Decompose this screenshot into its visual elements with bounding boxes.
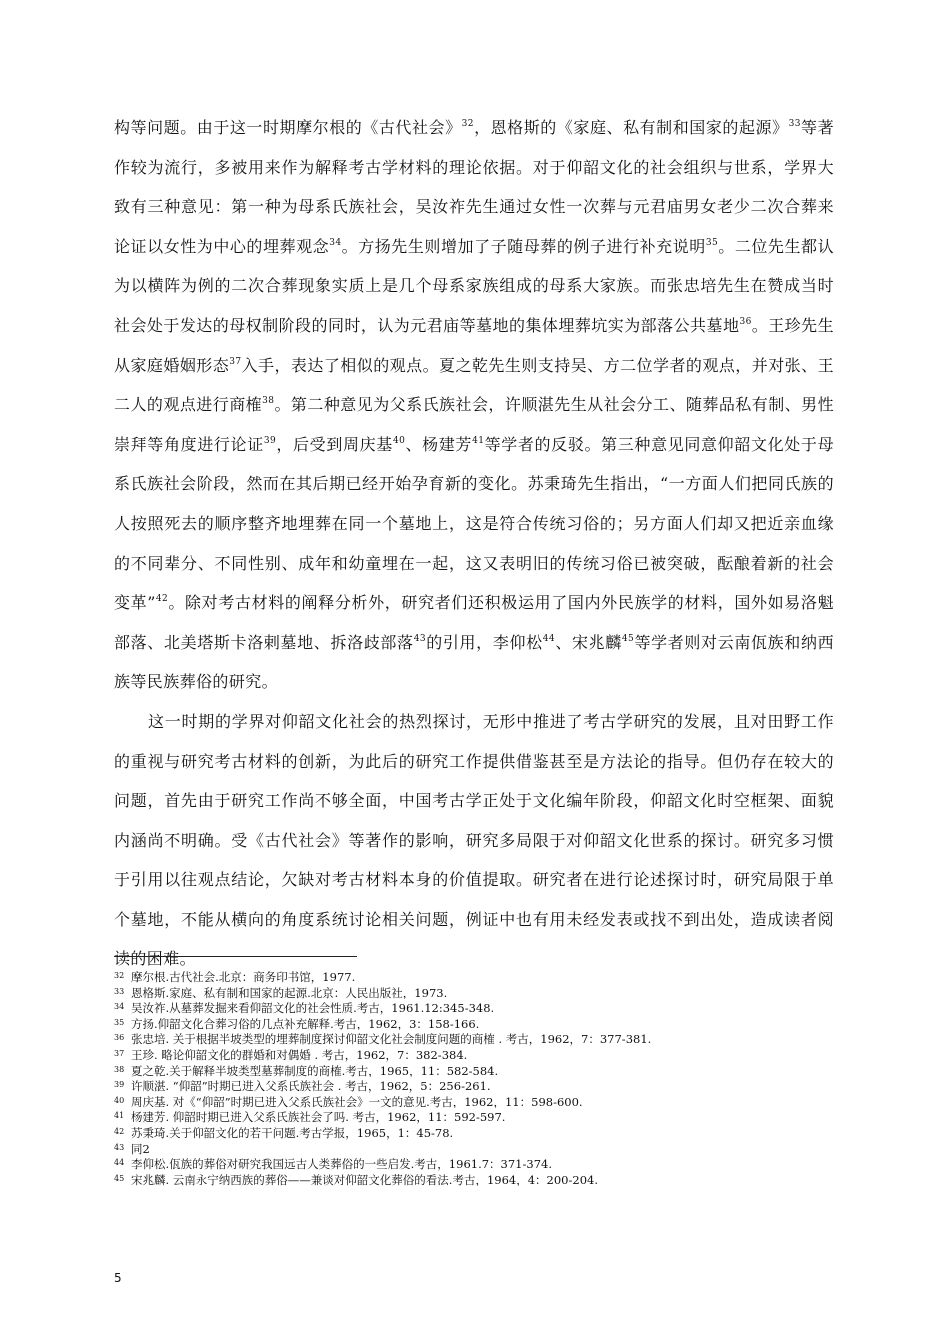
footnote-text: 方扬.仰韶文化合葬习俗的几点补充解释.考古，1962，3：158-166. — [131, 1016, 480, 1031]
footnote-number: 34 — [114, 1002, 125, 1012]
footnote-text: 宋兆麟. 云南永宁纳西族的葬俗——兼谈对仰韶文化葬俗的看法.考古，1964，4：200-204. — [131, 1172, 598, 1187]
footnote-text: 苏秉琦.关于仰韶文化的若干问题.考古学报，1965，1：45-78. — [131, 1125, 454, 1140]
footnote — [114, 1030, 834, 1046]
footnote-text: 恩格斯.家庭、私有制和国家的起源.北京：人民出版社，1973. — [131, 985, 448, 1000]
footnote-text: 夏之乾.关于解释半坡类型墓葬制度的商榷.考古，1965，11：582-584. — [131, 1063, 499, 1078]
footnote — [114, 984, 834, 1000]
text-run: 。第二种意见为父系氏族社会，许顺湛先生从社会分工、随葬品私有制、男性崇拜等角度进行论证 — [114, 395, 834, 454]
footnote — [114, 1046, 834, 1062]
text-run: ，后受到周庆基 — [276, 434, 393, 454]
paragraph-2: 这一时期的学界对仰韶文化社会的热烈探讨，无形中推进了考古学研究的发展，且对田野工作的重视与研究考古材料的创新，为此后的研究工作提供借鉴甚至是方法论的指导。但仍存在较大的问题，首先由于研究工作尚不够全面，中国考古学正处于文化编年阶段，仰韶文化时空框架、面貌内涵尚不明确。受《古代社会》等著作的影响，研究多局限于对仰韶文化世系的探讨。研究多习惯于引用以往观点结论，欠缺对考古材料本身的价值提取。研究者在进行论述探讨时，研究局限于单个墓地，不能从横向的角度系统讨论相关问题，例证中也有用未经发表或找不到出处，造成读者阅读的困难。 — [114, 711, 834, 969]
footnote — [114, 1140, 834, 1156]
footnote-number: 43 — [114, 1142, 125, 1152]
text-run: 等著作较为流行，多被用来作为解释考古学材料的理论依据。对于仰韶文化的社会组织与世系，学界大致有三种意见：第一种为母系氏族社会，吴汝祚先生通过女性一次葬与元君庙男女老少二次合葬来论证以女性为中心的埋葬观念 — [114, 118, 835, 256]
footnote — [114, 1093, 834, 1109]
footnote — [114, 1015, 834, 1031]
text-run: 。方扬先生则增加了子随母葬的例子进行补充说明 — [341, 236, 706, 256]
footnote-ref: 33 — [788, 119, 801, 129]
paragraph-1 — [114, 108, 834, 702]
footnote-ref: 35 — [705, 237, 719, 248]
footnote-number: 41 — [114, 1111, 125, 1121]
text-run: 。除对考古材料的阐释分析外，研究者们还积极运用了国内外民族学的材料，国外如易洛魁部落、北美塔斯卡洛剌墓地、拆洛歧部落 — [114, 593, 834, 652]
footnote-ref: 37 — [229, 356, 242, 367]
text-run: 、宋兆麟 — [555, 632, 622, 652]
footnote-ref: 34 — [329, 237, 342, 248]
footnote-text: 许顺湛. “仰韶”时期已进入父系氏族社会 . 考古，1962，5：256-261. — [131, 1079, 491, 1093]
footnote-number: 36 — [114, 1033, 125, 1043]
footnote — [114, 1171, 834, 1187]
footnote-ref: 44 — [542, 633, 556, 644]
footnote-text: 张忠培. 关于根据半坡类型的埋葬制度探讨仰韶文化社会制度问题的商榷 . 考古，1962，7：377-381. — [131, 1032, 652, 1046]
footnote-ref: 41 — [472, 435, 485, 446]
text-run: 。王珍先生从家庭婚姻形态 — [114, 315, 834, 375]
footnote — [114, 1108, 834, 1124]
footnote-number: 45 — [114, 1173, 125, 1183]
footnote-ref: 38 — [262, 396, 275, 407]
footnote-text: 周庆基. 对《“仰韶”时期已进入父系氏族社会》一文的意见.考古，1962，11：598-600. — [131, 1094, 583, 1109]
footnote-number: 32 — [114, 971, 125, 980]
footnote-text: 李仰松.佤族的葬俗对研究我国远古人类葬俗的一些启发.考古，1961.7：371-374. — [131, 1157, 552, 1171]
text-run: 入手，表达了相似的观点。夏之乾先生则支持吴、方二位学者的观点，并对张、王二人的观点进行商榷 — [114, 355, 834, 415]
text-run: ，恩格斯的《家庭、私有制和国家的起源》 — [473, 118, 789, 137]
text-run: 等学者则对云南佤族和纳西族等民族葬俗的研究。 — [114, 632, 834, 692]
footnote-list — [114, 968, 834, 1186]
footnote-number: 40 — [114, 1095, 125, 1105]
footnote-text: 王珍. 略论仰韶文化的群婚和对偶婚 . 考古，1962，7：382-384. — [131, 1047, 468, 1062]
footnote-ref: 36 — [739, 316, 752, 327]
footnote-text: 吴汝祚.从墓葬发掘来看仰韶文化的社会性质.考古，1961.12:345-348. — [131, 1001, 495, 1015]
body-text — [114, 108, 834, 979]
footnote-separator — [114, 956, 357, 957]
footnote-number: 38 — [114, 1064, 125, 1074]
footnote-text: 杨建芳. 仰韶时期已进入父系氏族社会了吗. 考古，1962，11：592-597. — [131, 1110, 506, 1124]
footnote-number: 44 — [114, 1158, 125, 1168]
footnote-number: 35 — [114, 1017, 125, 1027]
text-run: 等学者的反驳。第三种意见同意仰韶文化处于母系氏族社会阶段，然而在其后期已经开始孕育新的变化。苏秉琦先生指出，“一方面人们把同氏族的人按照死去的顺序整齐地埋葬在同一个墓地上，这是符合传统习俗的；另方面人们却又把近亲血缘的不同辈分、不同性别、成年和幼童埋在一起，这又表明旧的传统习俗已被突破，酝酿着新的社会变革” — [114, 434, 834, 613]
text-run: 。二位先生都认为以横阵为例的二次合葬现象实质上是几个母系家族组成的母系大家族。而张忠培先生在赞成当时社会处于发达的母权制阶段的同时，认为元君庙等墓地的集体埋葬坑实为部落公共墓地 — [114, 236, 834, 335]
text-run: 构等问题。由于这一时期摩尔根的《古代社会》 — [114, 118, 462, 137]
footnote — [114, 1124, 834, 1140]
text-run: 的引用，李仰松 — [425, 632, 543, 652]
footnote-ref: 45 — [621, 633, 635, 644]
footnote-ref: 43 — [413, 633, 426, 644]
footnote-ref: 39 — [263, 435, 277, 446]
footnote — [114, 1155, 834, 1171]
footnote-number: 42 — [114, 1126, 125, 1136]
footnote-ref: 40 — [392, 435, 406, 446]
text-run: 、杨建芳 — [405, 434, 473, 454]
footnote-text: 同2 — [131, 1141, 150, 1156]
footnote — [114, 1077, 834, 1093]
footnote — [114, 1062, 834, 1078]
footnote-text: 摩尔根.古代社会.北京：商务印书馆，1977. — [131, 970, 356, 984]
footnote-ref: 32 — [461, 119, 474, 129]
footnote-ref: 42 — [155, 594, 169, 605]
page-number: 5 — [114, 1271, 122, 1285]
footnote-number: 39 — [114, 1080, 125, 1090]
footnote-number: 33 — [114, 986, 125, 996]
footnote — [114, 968, 834, 984]
footnote-number: 37 — [114, 1048, 125, 1058]
footnote — [114, 999, 834, 1015]
